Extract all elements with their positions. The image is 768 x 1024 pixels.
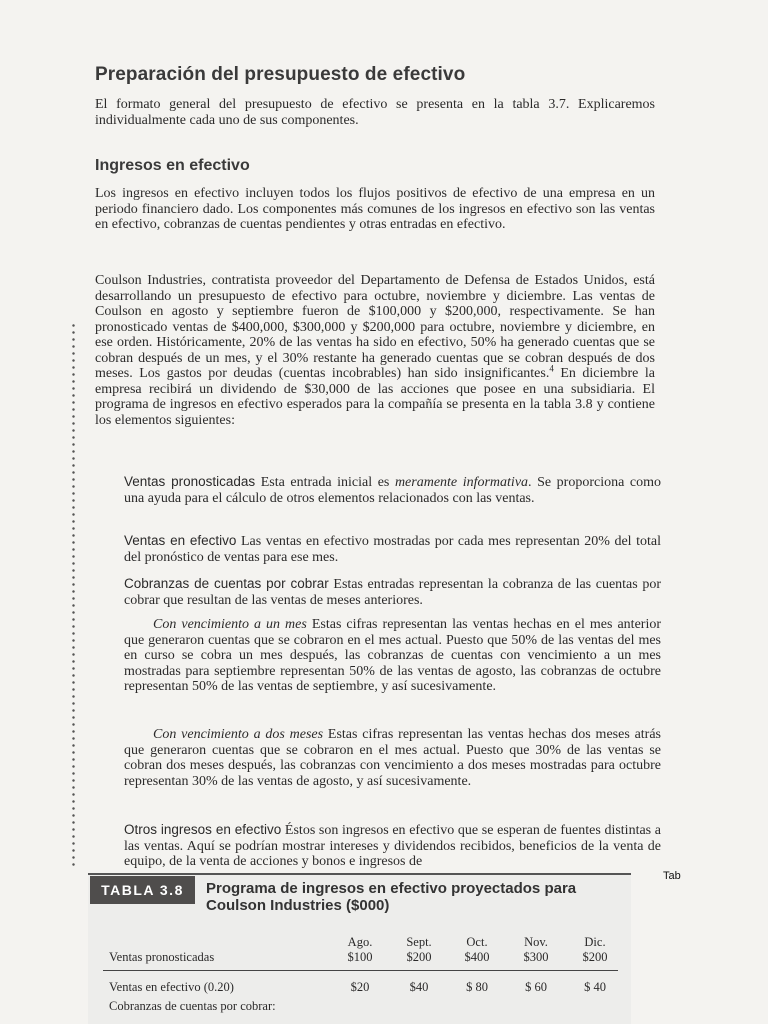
- term-ventas-pronosticadas: Ventas pronosticadas: [124, 474, 256, 489]
- item-emphasis: meramente informativa: [394, 475, 529, 490]
- section-heading: Ingresos en efectivo: [95, 157, 250, 174]
- item-un-mes: [124, 617, 661, 695]
- row-cobranzas-label: Cobranzas de cuentas por cobrar:: [109, 999, 276, 1013]
- col-value-oct: $400: [464, 950, 490, 964]
- col-value-nov: $300: [523, 950, 549, 964]
- header-row-label: Ventas pronosticadas: [109, 950, 215, 964]
- footnote-marker: 4: [549, 363, 554, 374]
- term-un-mes: Con vencimiento a un mes: [153, 617, 307, 632]
- term-ventas-efectivo: Ventas en efectivo: [124, 533, 237, 548]
- row-ventas-efectivo-dic: $ 40: [584, 980, 606, 994]
- row-ventas-efectivo-oct: $ 80: [466, 980, 488, 994]
- item-dos-meses: [124, 727, 661, 789]
- col-value-sept: $200: [406, 950, 432, 964]
- term-cobranzas: Cobranzas de cuentas por cobrar: [124, 576, 329, 591]
- page-heading: Preparación del presupuesto de efectivo: [95, 64, 466, 85]
- item-otros-ingresos: [124, 822, 661, 869]
- col-value-dic: $200: [582, 950, 608, 964]
- item-cobranzas: [124, 576, 661, 608]
- item-ventas-efectivo: [124, 533, 661, 565]
- table-top-rule: [88, 873, 631, 875]
- table-title: Programa de ingresos en efectivo proyectados para Coulson Industries ($000): [206, 880, 577, 914]
- intro-paragraph: El formato general del presupuesto de efectivo se presenta en la tabla 3.7. Explicaremos individualmente cada uno de sus componentes.: [95, 97, 655, 128]
- row-ventas-efectivo-label: Ventas en efectivo (0.20): [109, 980, 234, 994]
- coulson-text-b: En diciembre la empresa recibirá un dividendo de $30,000 de las acciones que posee en una subsidiaria. El programa de ingresos en efectivo esperados para la compañía se presenta en la tabla 3.8 y contiene los elementos siguientes:: [95, 366, 655, 428]
- item-text: Las ventas en efectivo mostradas por cada mes representan 20% del total del pronóstico de ventas para ese mes.: [124, 534, 661, 565]
- row-ventas-efectivo-sept: $40: [409, 980, 429, 994]
- item-text: Esta entrada inicial es: [255, 475, 395, 490]
- item-text: Estas cifras representan las ventas hechas en el mes anterior que generaron cuentas que se cobraron en el mes actual. Puesto que 50% de las ventas del mes en curso se cobra un mes después, las cobranzas de cuentas con vencimiento a un mes mostradas para septiembre representan 50% de las ventas de agosto, las cobranzas de octubre representan 50% de las ventas de septiembre, y así sucesivamente.: [124, 617, 661, 694]
- row-ventas-efectivo-ago: $20: [350, 980, 370, 994]
- col-month-oct: Oct.: [466, 935, 488, 949]
- col-month-sept: Sept.: [406, 935, 432, 949]
- col-month-nov: Nov.: [524, 935, 548, 949]
- tab-label: Tab: [663, 870, 681, 882]
- col-value-ago: $100: [347, 950, 373, 964]
- item-ventas-pronosticadas: [124, 474, 661, 506]
- row-ventas-efectivo-nov: $ 60: [525, 980, 547, 994]
- table-header-rule: [103, 970, 618, 971]
- item-text: Éstos son ingresos en efectivo que se esperan de fuentes distintas a las ventas. Aquí se podrían mostrar intereses y dividendos recibidos, beneficios de la venta de equipo, de la venta de acciones y bonos e ingresos de: [124, 823, 661, 869]
- table-badge: TABLA 3.8: [90, 876, 195, 904]
- definition-paragraph: Los ingresos en efectivo incluyen todos los flujos positivos de efectivo de una empresa en un periodo financiero dado. Los componentes más comunes de los ingresos en efectivo son las ventas en efectivo, cobranzas de cuentas pendientes y otras entradas en efectivo.: [95, 186, 655, 232]
- item-text: Estas cifras representan las ventas hechas dos meses atrás que generaron cuentas que se cobraron en el mes actual. Puesto que 30% de las ventas se cobran dos meses después, las cobranzas con vencimiento a dos meses mostradas para octubre representan 30% de las ventas de agosto, y así sucesivamente.: [124, 727, 662, 789]
- item-text: Estas entradas representan la cobranza de las cuentas por cobrar que resultan de las ventas de meses anteriores.: [124, 577, 661, 608]
- coulson-text-a: Coulson Industries, contratista proveedor del Departamento de Defensa de Estados Unidos, está desarrollando un presupuesto de efectivo para octubre, noviembre y diciembre. Las ventas de Coulson en agosto y septiembre fueron de $100,000 y $200,000, respectivamente. Se han pronosticado ventas de $400,000, $300,000 y $200,000 para octubre, noviembre y diciembre, en ese orden. Históricamente, 20% de las ventas ha sido en efectivo, 50% ha generado cuentas que se cobran después de un mes, y el 30% restante ha generado cuentas que se cobran después de dos meses. Los gastos por deudas (cuentas incobrables) han sido insignificantes.: [95, 273, 655, 381]
- coulson-paragraph: [95, 273, 655, 428]
- term-otros-ingresos: Otros ingresos en efectivo: [124, 822, 282, 837]
- col-month-ago: Ago.: [347, 935, 373, 949]
- perforation-margin: [72, 322, 75, 870]
- term-dos-meses: Con vencimiento a dos meses: [153, 727, 324, 742]
- item-text: . Se proporciona como una ayuda para el cálculo de otros elementos relacionados con las ventas.: [124, 475, 661, 506]
- col-month-dic: Dic.: [584, 935, 606, 949]
